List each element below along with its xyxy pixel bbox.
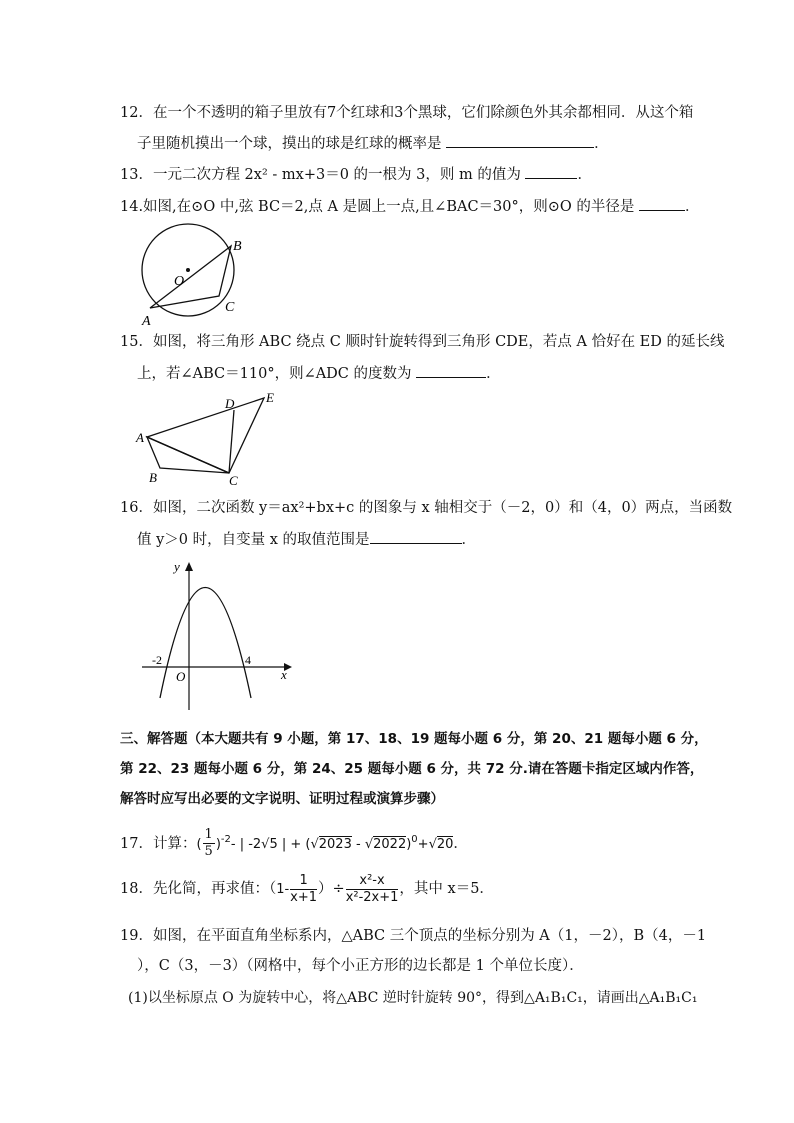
q17-lparen: ( [196,836,202,852]
q17-root1: √2023 [310,836,352,852]
q17-root2: √2022 [364,836,407,852]
q17-label: 17．计算： [120,835,197,852]
q17-root3: √20 [428,836,454,852]
q13-answer-blank[interactable] [525,164,577,179]
q13-end: ． [577,167,592,183]
q17-den: 5 [204,844,213,860]
q19-line1: 19．如图，在平面直角坐标系内，△ABC 三个顶点的坐标分别为 A（1，－2），B（4，－1 [120,928,707,944]
q17-rparen: ) [215,836,221,852]
label-a: A [142,314,151,328]
q12-end: ． [594,136,609,152]
q16-parabola-figure [138,558,294,716]
label-e: E [266,390,274,405]
q19-line3: (1)以坐标原点 O 为旋转中心，将△ABC 逆时针旋转 90°，得到△A₁B₁C₁，请画出△A₁B₁C₁ [128,990,698,1006]
label-c: C [229,473,238,488]
q12-line2 [137,133,609,154]
q12-text: 子里随机摸出一个球，摸出的球是红球的概率是 [137,136,442,152]
label-origin: O [176,669,186,684]
q17-close: ) [406,836,412,852]
label-4: 4 [245,653,251,667]
q19-line2: ），C（3，－3）（网格中，每个小正方形的边长都是 1 个单位长度）． [137,958,584,974]
section3-line2: 第 22、23 题每小题 6 分，第 24、25 题每小题 6 分，共 72 分.请在答题卡指定区域内作答， [120,761,704,777]
q18-f1-den: x+1 [290,889,318,905]
q14-circle-figure [130,222,260,328]
q12-answer-blank[interactable] [446,133,594,148]
q15-answer-blank[interactable] [416,363,486,378]
q17-num: 1 [204,827,213,843]
q15-triangle-figure [133,388,283,488]
q17-line [120,822,468,863]
triangle-cde-line [147,398,264,473]
q15-line2 [137,363,501,384]
q17-end: ． [453,835,468,852]
q17-root2-val: 2022 [373,836,407,852]
q17-root1-val: 2023 [318,836,352,852]
triangle-abc [150,246,231,308]
label-o: O [174,274,185,289]
center-dot [186,268,190,272]
q17-exp: -2 [220,834,231,845]
q18-one: 1- [276,882,290,897]
label-d: D [225,396,235,411]
y-axis-arrow [185,562,193,571]
label-c: C [225,300,235,315]
q16-answer-blank[interactable] [370,529,462,544]
q14-end: ． [685,199,700,215]
q18-f2-den: x²-2x+1 [345,889,399,905]
q17-fraction [203,827,215,860]
section3-line3: 解答时应写出必要的文字说明、证明过程或演算步骤） [120,791,444,807]
q15-text: 上，若∠ABC＝110°，则∠ADC 的度数为 [137,366,412,382]
label-b: B [149,470,157,485]
q18-fraction1 [290,873,317,906]
q13-line [120,164,592,185]
q18-f2-num: x²-x [346,873,399,890]
section3-line1: 三、解答题（本大题共有 9 小题，第 17、18、19 题每小题 6 分，第 20、21 题每小题 6 分， [120,731,708,747]
q18-line [120,870,494,909]
q16-line2 [137,529,476,550]
q15-end: ． [486,366,501,382]
parabola-curve [160,588,251,699]
q17-root3-val: 20 [436,836,454,852]
q15-line1: 15．如图，将三角形 ABC 绕点 C 顺时针旋转得到三角形 CDE，若点 A 恰好在 ED 的延长线 [120,334,725,350]
q14-text: 14.如图,在⊙O 中,弦 BC＝2,点 A 是圆上一点,且∠BAC＝30°，则⊙O 的半径是 [120,199,635,215]
q17-abs: - | -2√5 | + ( [230,836,311,852]
q12-line1: 12．在一个不透明的箱子里放有7个红球和3个黑球，它们除颜色外其余都相同．从这个箱 [120,105,694,121]
q17-exp0: 0 [411,834,418,845]
label-x: x [281,667,287,682]
q18-label: 18．先化简，再求值：（ [120,881,277,897]
q17-minus: - [351,836,365,852]
q13-text: 13．一元二次方程 2x² - mx+3＝0 的一根为 3，则 m 的值为 [120,167,521,183]
q16-text: 值 y＞0 时，自变量 x 的取值范围是 [137,532,370,548]
q18-f1-num: 1 [290,873,317,890]
q14-line [120,196,700,217]
label-a: A [136,430,144,445]
q16-end: ． [461,532,477,548]
q17-plus: + [417,836,429,852]
q14-answer-blank[interactable] [639,196,685,211]
label-y: y [174,559,180,574]
q16-line1: 16．如图，二次函数 y＝ax²+bx+c 的图象与 x 轴相交于（－2，0）和（4，0）两点，当函数 [120,500,733,516]
label-neg2: -2 [152,653,162,667]
q18-tail: ，其中 x＝5． [399,881,494,897]
label-b: B [233,239,242,254]
q18-div: ）÷ [318,881,345,897]
q18-fraction2 [346,873,399,906]
